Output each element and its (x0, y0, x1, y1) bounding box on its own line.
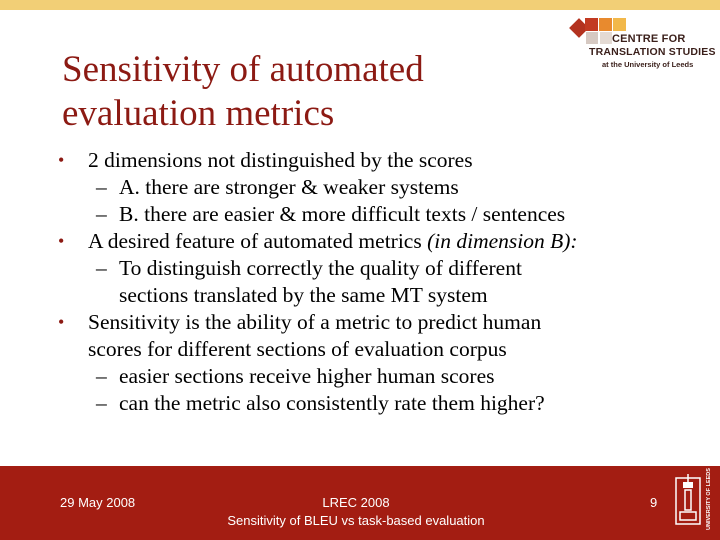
slide-title (62, 48, 562, 135)
bullet-icon: • (58, 312, 65, 332)
sub-bullet-text: B. there are easier & more difficult texts / sentences (119, 202, 566, 226)
page-number: 9 (650, 495, 658, 510)
bullet-icon: • (58, 231, 65, 251)
sub-bullet-item (58, 390, 708, 417)
dash-icon: – (96, 175, 107, 199)
sub-bullet-text: A. there are stronger & weaker systems (119, 175, 459, 199)
footer-date: 29 May 2008 (60, 495, 136, 510)
footer-conference: LREC 2008 (322, 495, 390, 510)
bullet-item (58, 309, 708, 363)
slide-content (58, 147, 708, 417)
bullet-item (58, 147, 708, 174)
sub-bullet-text-continued: sections translated by the same MT system (119, 283, 488, 307)
dash-icon: – (96, 364, 107, 388)
title-line2: evaluation metrics (62, 92, 335, 134)
sub-bullet-item (58, 255, 708, 309)
footer-bar (0, 466, 720, 540)
bullet-text: A desired feature of automated metrics (88, 229, 428, 253)
footer-subtitle: Sensitivity of BLEU vs task-based evaluation (227, 513, 485, 528)
bullet-icon: • (58, 150, 65, 170)
bullet-text-continued: scores for different sections of evaluation corpus (88, 337, 507, 361)
bullet-text-italic: (in dimension B): (427, 229, 578, 253)
logo-text-line1: CENTRE FOR (612, 33, 686, 45)
logo-text-line3: at the University of Leeds (602, 60, 694, 69)
university-crest-icon (670, 468, 716, 538)
bullet-text: 2 dimensions not distinguished by the scores (88, 148, 473, 172)
dash-icon: – (96, 202, 107, 226)
sub-bullet-text: can the metric also consistently rate them higher? (119, 391, 545, 415)
dash-icon: – (96, 256, 107, 280)
crest-text: UNIVERSITY OF LEEDS (706, 468, 712, 530)
dash-icon: – (96, 391, 107, 415)
sub-bullet-text: To distinguish correctly the quality of different (119, 256, 522, 280)
sub-bullet-item (58, 201, 708, 228)
top-accent-bar (0, 0, 720, 10)
sub-bullet-text: easier sections receive higher human scores (119, 364, 495, 388)
sub-bullet-item (58, 363, 708, 390)
title-line1: Sensitivity of automated (62, 49, 424, 90)
bullet-text: Sensitivity is the ability of a metric to predict human (88, 310, 542, 334)
sub-bullet-item (58, 174, 708, 201)
logo-text-line2: TRANSLATION STUDIES (589, 46, 716, 58)
bullet-item (58, 228, 708, 255)
